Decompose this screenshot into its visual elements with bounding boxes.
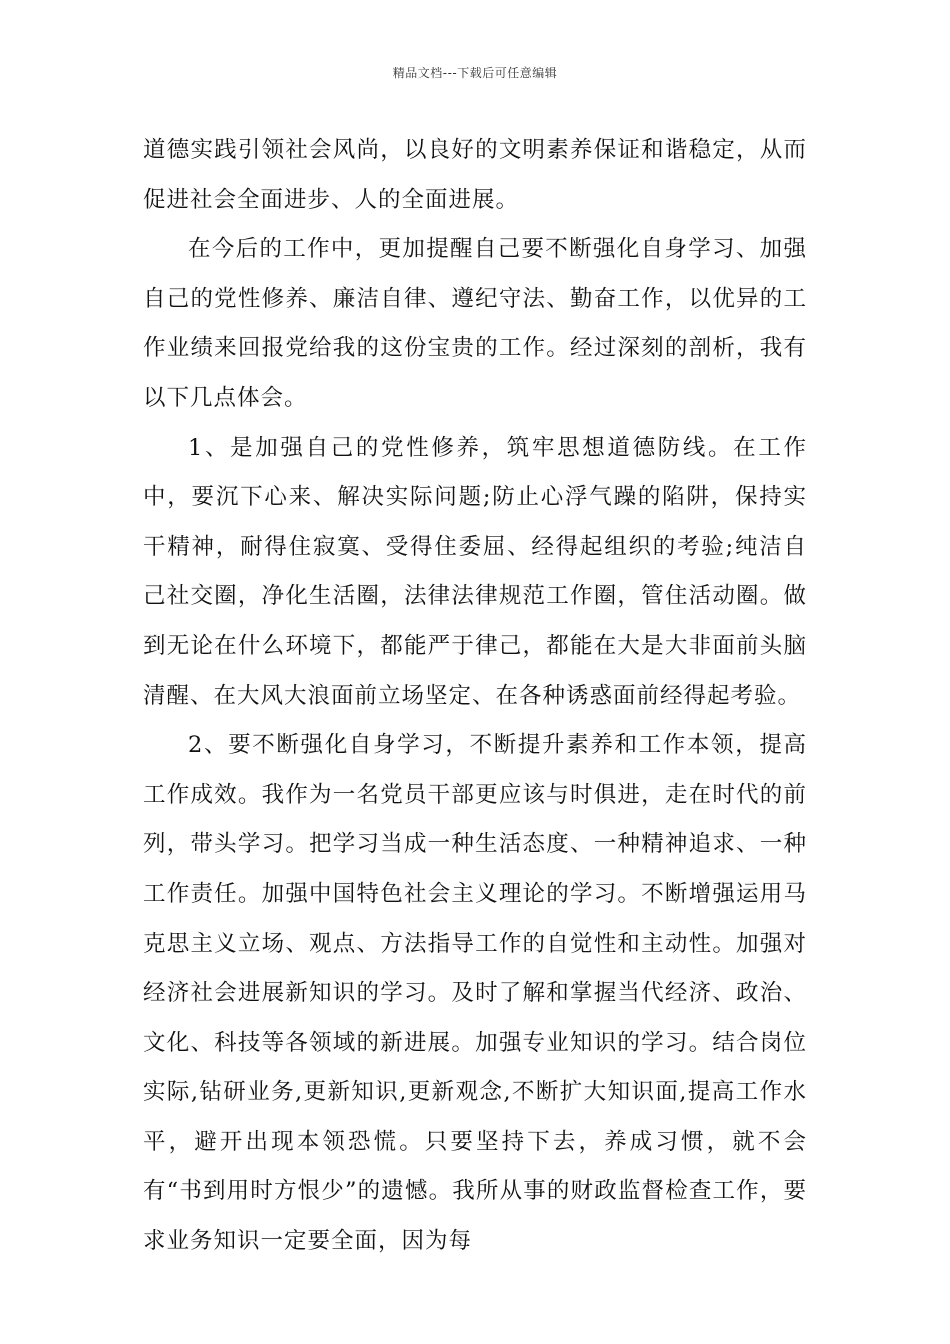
paragraph: 2、要不断强化自身学习，不断提升素养和工作本领，提高工作成效。我作为一名党员干部更应该与时俱进，走在时代的前列，带头学习。把学习当成一种生活态度、一种精神追求、一种工作责任。加强中国特色社会主义理论的学习。不断增强运用马克思主义立场、观点、方法指导工作的自觉性和主动性。加强对经济社会进展新知识的学习。及时了解和掌握当代经济、政治、文化、科技等各领域的新进展。加强专业知识的学习。结合岗位实际,钻研业务,更新知识,更新观念,不断扩大知识面,提高工作水平，避开出现本领恐慌。只要坚持下去，养成习惯，就不会有“书到用时方恨少”的遗憾。我所从事的财政监督检查工作，要求业务知识一定要全面，因为每 [143,732,807,1255]
page-header: 精品文档---下载后可任意编辑 [392,66,558,80]
paragraph: 道德实践引领社会风尚，以良好的文明素养保证和谐稳定，从而促进社会全面进步、人的全面进展。 [143,137,807,213]
paragraph: 1、是加强自己的党性修养，筑牢思想道德防线。在工作中，要沉下心来、解决实际问题;防止心浮气躁的陷阱，保持实干精神，耐得住寂寞、受得住委屈、经得起组织的考验;纯洁自己社交圈，净化生活圈，法律法律规范工作圈，管住活动圈。做到无论在什么环境下，都能严于律己，都能在大是大非面前头脑清醒、在大风大浪面前立场坚定、在各种诱惑面前经得起考验。 [143,434,807,709]
document-body [143,126,807,1267]
paragraph: 在今后的工作中，更加提醒自己要不断强化自身学习、加强自己的党性修养、廉洁自律、遵纪守法、勤奋工作，以优异的工作业绩来回报党给我的这份宝贵的工作。经过深刻的剖析，我有以下几点体会。 [143,236,807,411]
